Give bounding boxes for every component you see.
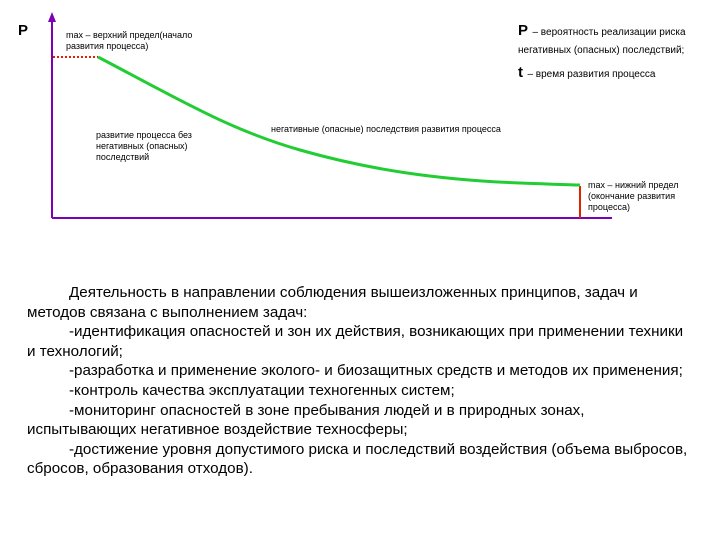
task-item: -мониторинг опасностей в зоне пребывания людей и в природных зонах, испытывающих негативное воздействие техносферы; [27,401,585,439]
max-limit-label: max – верхний предел(начало развития процесса) [66,30,193,51]
body-text [27,283,695,479]
legend-t-text: – время развития процесса [527,69,656,80]
legend-p [518,22,688,58]
legend-p-letter: P [518,22,529,39]
legend-t-letter: t [518,64,523,81]
task-item: -идентификация опасностей и зон их действия, возникающих при применении техники и технологий; [27,323,684,360]
task-item: -разработка и применение эколого- и биозащитных средств и методов их применения; [69,362,683,380]
task-item: -достижение уровня допустимого риска и последствий воздействия (объема выбросов, сбросов, образования отходов). [27,440,688,478]
negative-consequences-label: негативные (опасные) последствия развития процесса [271,124,501,134]
y-axis-arrow [48,12,56,22]
legend-t [518,64,698,82]
min-limit-label: max – нижний предел (окончание развития процесса) [588,180,679,212]
legend-p-text: – вероятность реализации риска негативных (опасных) последствий; [518,27,686,56]
safe-development-label: развитие процесса без негативных (опасных) последствий [96,130,192,162]
task-item: -контроль качества эксплуатации техногенных систем; [69,381,455,399]
y-axis-label: P [18,22,29,39]
risk-curve [98,57,580,185]
intro-paragraph: Деятельность в направлении соблюдения вышеизложенных принципов, задач и методов связана с выполнением задач: [27,284,638,321]
